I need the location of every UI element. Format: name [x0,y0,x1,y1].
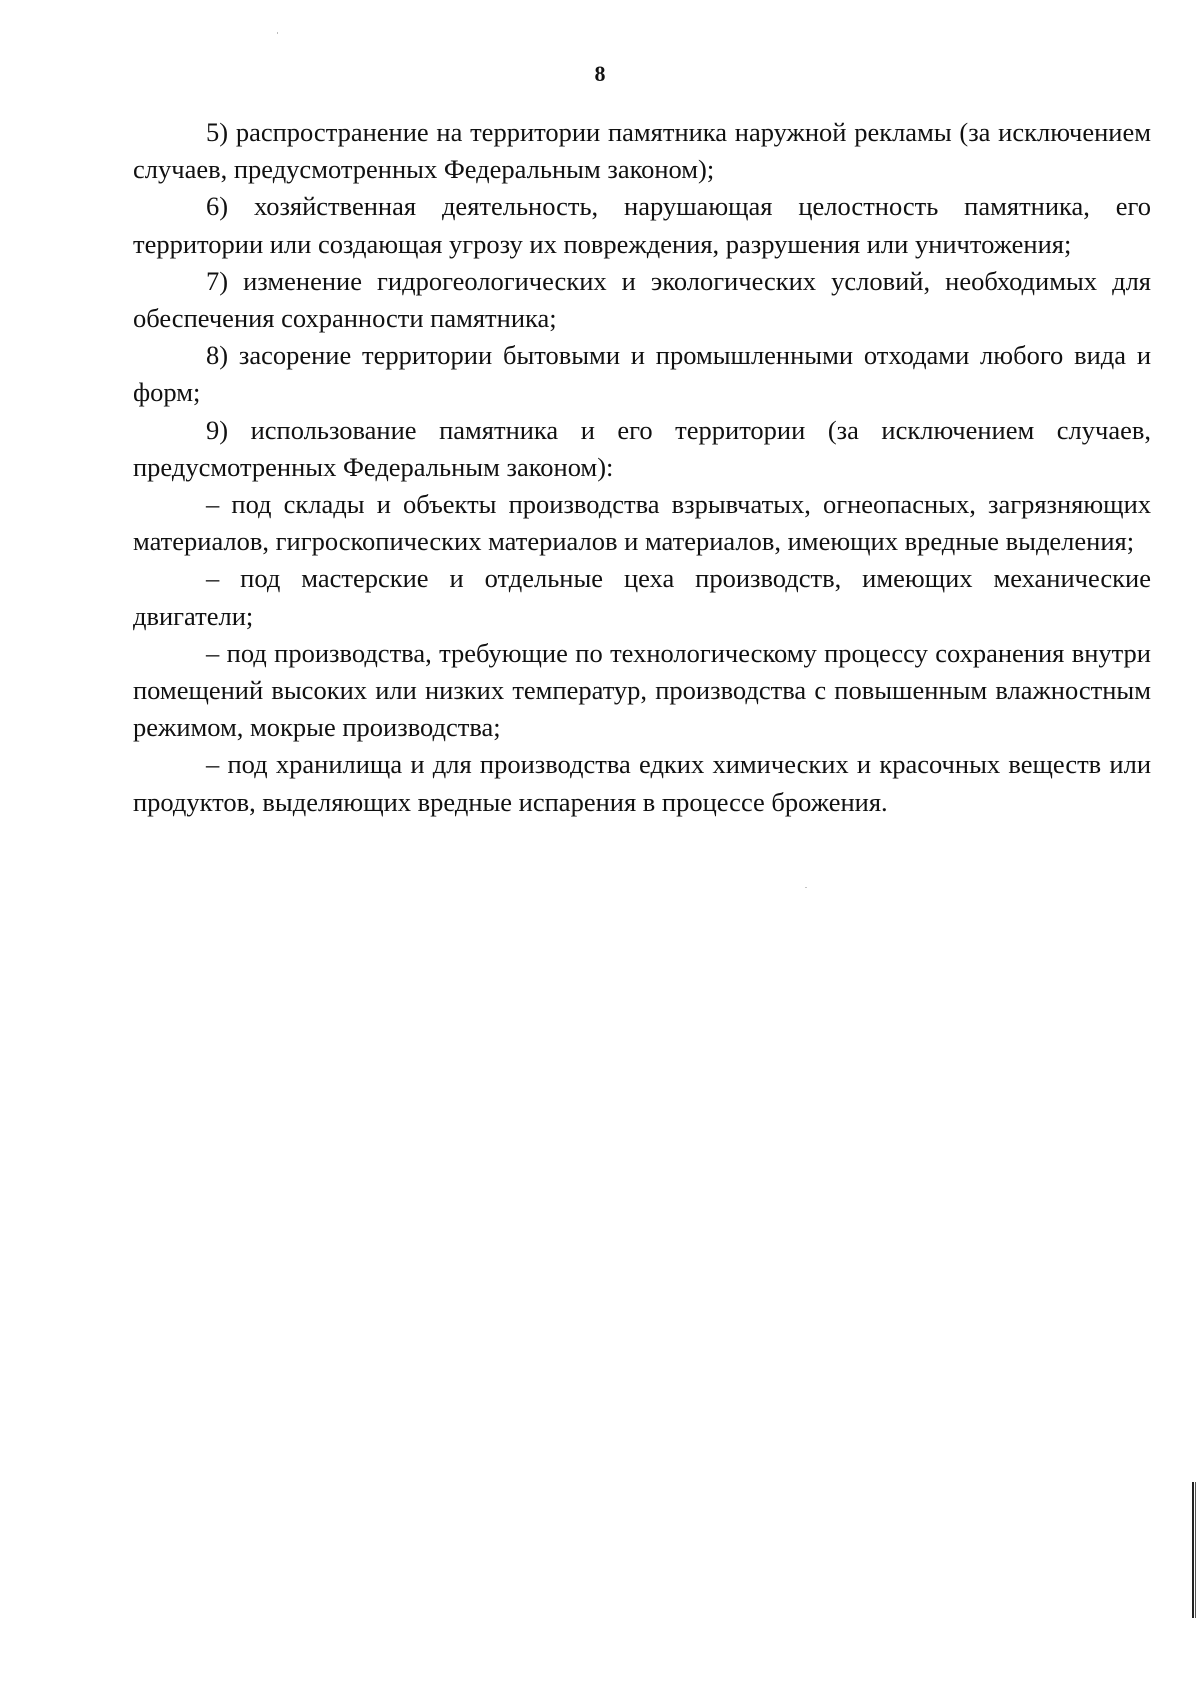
list-item-8: 8) засорение территории бытовыми и промышленными отходами любого вида и форм; [133,340,1151,408]
sub-item-workshops: – под мастерские и отдельные цеха производств, имеющих механические двигатели; [133,563,1151,631]
list-item-9: 9) использование памятника и его территории (за исключением случаев, предусмотренных Федеральным законом): [133,414,1151,482]
list-item-5: 5) распространение на территории памятника наружной рекламы (за исключением случаев, предусмотренных Федеральным законом); [133,117,1151,185]
scan-speck [277,32,278,34]
sub-item-temperature-production: – под производства, требующие по технологическому процессу сохранения внутри помещений высоких или низких температур, производства с повышенным влажностным режимом, мокрые производства; [133,637,1151,743]
list-item-6: 6) хозяйственная деятельность, нарушающая целостность памятника, его территории или создающая угрозу их повреждения, разрушения или уничтожения; [133,191,1151,259]
binding-edge-mark [1192,1482,1196,1618]
document-body [133,114,1151,821]
page-number: 8 [594,61,606,86]
list-item-7: 7) изменение гидрогеологических и экологических условий, необходимых для обеспечения сохранности памятника; [133,265,1151,334]
sub-item-warehouses: – под склады и объекты производства взрывчатых, огнеопасных, загрязняющих материалов, гигроскопических материалов и материалов, имеющих вредные выделения; [133,489,1151,557]
sub-item-chemical-storage: – под хранилища и для производства едких химических и красочных веществ или продуктов, выделяющих вредные испарения в процессе брожения. [133,749,1151,817]
scan-speck [805,887,807,888]
